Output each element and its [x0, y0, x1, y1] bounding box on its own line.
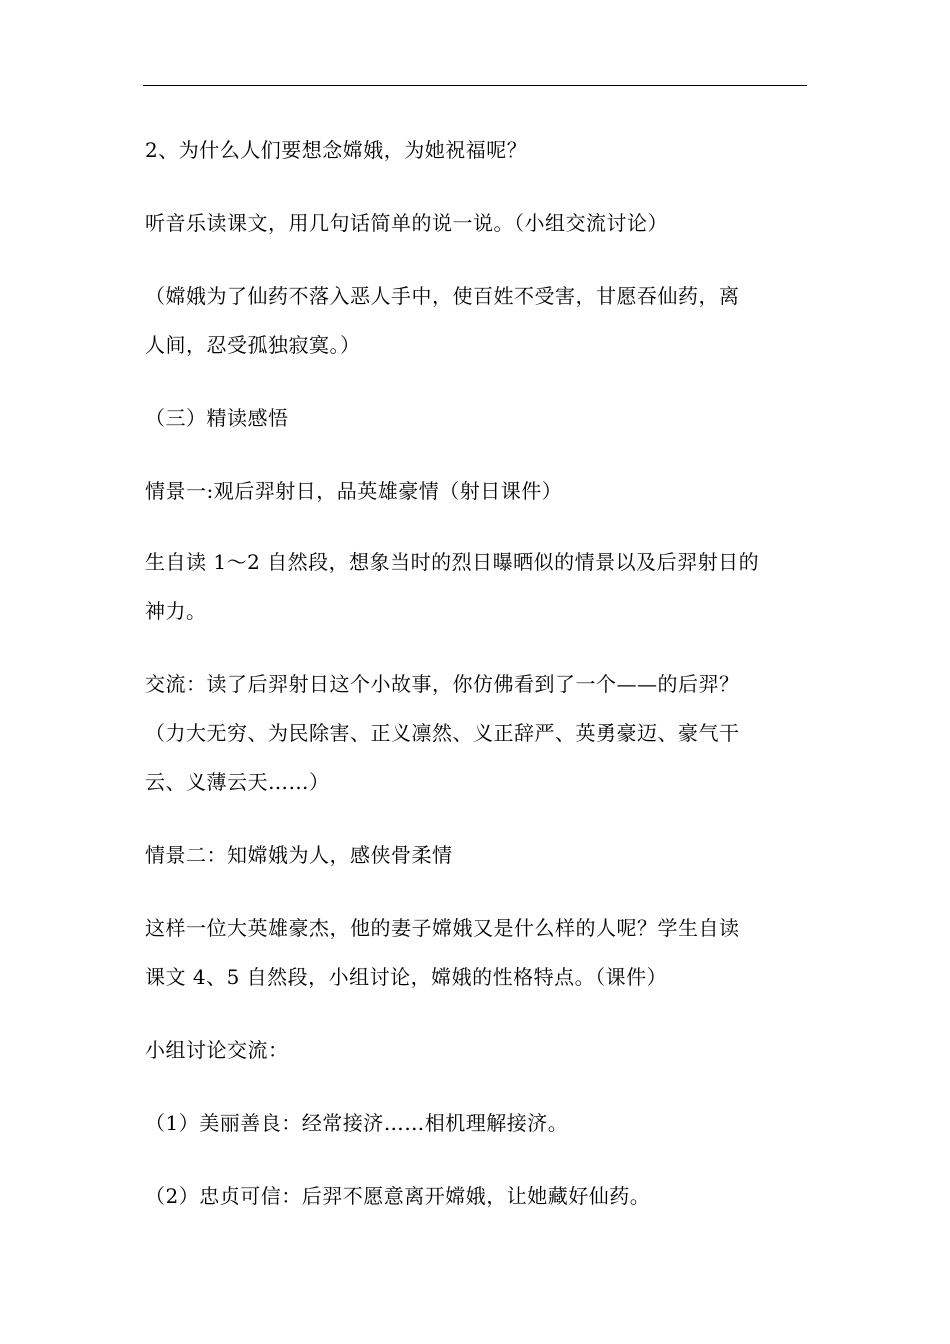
header-rule [143, 85, 807, 86]
trait-item-2: （2）忠贞可信：后羿不愿意离开嫦娥，让她藏好仙药。 [145, 1184, 651, 1208]
self-read-line-1: 生自读 1～2 自然段，想象当时的烈日曝晒似的情景以及后羿射日的 [145, 550, 760, 574]
exchange-question-line: 交流：读了后羿射日这个小故事，你仿佛看到了一个——的后羿？ [145, 672, 740, 696]
question-2-line: 2、为什么人们要想念嫦娥，为她祝福呢？ [145, 138, 528, 162]
answer-line-2: 人间，忍受孤独寂寞。） [145, 333, 361, 357]
hero-traits-line-1: （力大无穷、为民除害、正义凛然、义正辞严、英勇豪迈、豪气干 [145, 721, 740, 745]
trait-item-1: （1）美丽善良：经常接济……相机理解接济。 [145, 1111, 569, 1135]
answer-line-1: （嫦娥为了仙药不落入恶人手中，使百姓不受害，甘愿吞仙药，离 [145, 284, 740, 308]
change-question-line-1: 这样一位大英雄豪杰，他的妻子嫦娥又是什么样的人呢？学生自读 [145, 916, 740, 940]
hero-traits-line-2: 云、义薄云天……） [145, 770, 330, 794]
listen-read-instruction: 听音乐读课文，用几句话简单的说一说。（小组交流讨论） [145, 211, 668, 235]
scene-two-heading: 情景二：知嫦娥为人，感侠骨柔情 [145, 843, 453, 867]
group-discussion-label: 小组讨论交流： [145, 1038, 289, 1062]
section-heading-intensive-reading: （三）精读感悟 [145, 406, 289, 430]
change-question-line-2: 课文 4、5 自然段，小组讨论，嫦娥的性格特点。（课件） [145, 965, 668, 989]
scene-one-heading: 情景一:观后羿射日，品英雄豪情（射日课件） [145, 479, 563, 503]
self-read-line-2: 神力。 [145, 599, 207, 623]
